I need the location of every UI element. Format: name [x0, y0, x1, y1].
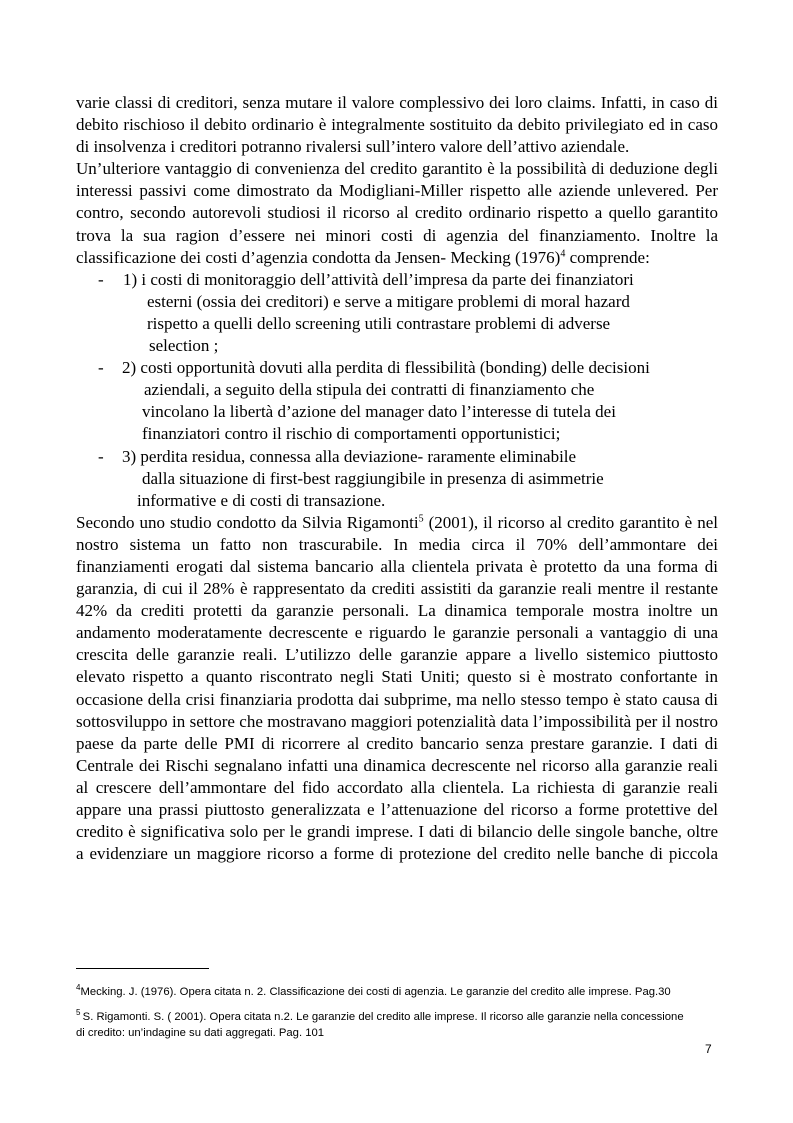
footnote-4-marker: 4: [76, 983, 81, 993]
list-item-2-line-2: aziendali, a seguito della stipula dei contratti di finanziamento che: [144, 380, 595, 400]
paragraph-3-lead: Secondo uno studio condotto da Silvia Rigamonti: [76, 512, 419, 532]
agency-costs-list: [76, 269, 718, 512]
list-item-2: [76, 357, 718, 445]
list-item-3-line-3: informative e di costi di transazione.: [137, 490, 386, 510]
list-dash: -: [98, 269, 104, 289]
list-item-3: [76, 446, 718, 512]
list-item-1-line-2: esterni (ossia dei creditori) e serve a mitigare problemi di moral hazard: [147, 291, 630, 311]
list-item-3-line-1: 3) perdita residua, connessa alla deviazione- raramente eliminabile: [122, 446, 577, 466]
paragraph-2-text: Un’ulteriore vantaggio di convenienza del credito garantito è la possibilità di deduzione degli interessi passivi come dimostrato da Modigliani-Miller rispetto alle aziende unlevered. Per contro, secondo autorevoli studiosi il ricorso al credito ordinario rispetto a quello garantito trova la sua ragion d’essere nei minori costi di agenzia del finanziamento. Inoltre la classificazione dei costi d’agenzia condotta da Jensen- Mecking (1976): [76, 159, 718, 267]
list-item-1: [76, 269, 718, 357]
paragraph-2: [76, 158, 718, 268]
footnotes: [76, 984, 718, 1050]
list-item-3-line-2: dalla situazione di first-best raggiungibile in presenza di asimmetrie: [142, 468, 604, 488]
footnote-ref-5: 5: [418, 513, 424, 525]
page-number: 7: [705, 1042, 712, 1056]
paragraph-3-text: (2001), il ricorso al credito garantito è nel nostro sistema un fatto non trascurabile. In media circa il 70% dell’ammontare dei finanziamenti erogati dal sistema bancario alla clientela privata è protetto da una forma di garanzia, di cui il 28% è rappresentato da crediti assistiti da garanzie reali mentre il restante 42% da crediti protetti da garanzie personali. La dinamica temporale mostra inoltre un andamento moderatamente decrescente e riguardo le garanzie personali a vantaggio di una crescita delle garanzie reali. L’utilizzo delle garanzie appare a livello sistemico piuttosto elevato rispetto a quanto riscontrato negli Stati Uniti; questo si è mostrato confortante in occasione della crisi finanziaria prodotta dai subprime, ma nello stesso tempo è stato causa di sottosviluppo in settore che mostravano maggiori potenzialità data l’impossibilità per il nostro paese da parte delle PMI di ricorrere al credito bancario senza prestare garanzie. I dati di Centrale dei Rischi segnalano infatti una dinamica decrescente nel ricorso alla garanzie reali al crescere dell’ammontare del fido accordato alla clientela. La richiesta di garanzie reali appare una prassi piuttosto generalizzata e l’attenuazione del ricorso a forme protettive del credito è significativa solo per le grandi imprese. I dati di bilancio delle singole banche, oltre a evidenziare un maggiore ricorso a forme di protezione del credito nelle banche di piccola: [76, 512, 718, 864]
footnote-4: [76, 984, 718, 1000]
list-item-2-line-3: vincolano la libertà d’azione del manager dato l’interesse di tutela dei: [142, 402, 616, 422]
list-item-1-line-4: selection ;: [149, 336, 219, 356]
footnote-5-text-line-1: S. Rigamonti. S. ( 2001). Opera citata n.2. Le garanzie del credito alle imprese. Il ricorso alle garanzie nella concessione: [82, 1011, 684, 1023]
list-item-2-line-4: finanziatori contro il rischio di comportamenti opportunistici;: [142, 424, 561, 444]
list-dash: -: [98, 446, 104, 466]
list-item-2-line-1: 2) costi opportunità dovuti alla perdita di flessibilità (bonding) delle decisioni: [122, 358, 650, 378]
paragraph-1: varie classi di creditori, senza mutare il valore complessivo dei loro claims. Infatti, in caso di debito rischioso il debito ordinario è integralmente sostituito da debito privilegiato ed in caso di insolvenza i creditori potranno rivalersi sull’intero valore dell’attivo aziendale.: [76, 93, 718, 157]
body-text: [76, 92, 718, 865]
footnote-5-marker: 5: [76, 1008, 83, 1018]
list-item-1-line-3: rispetto a quelli dello screening utili contrastare problemi di adverse: [147, 313, 611, 333]
footnote-ref-4: 4: [560, 248, 566, 259]
footnote-5: [76, 1009, 718, 1041]
footnote-4-text: Mecking. J. (1976). Opera citata n. 2. Classificazione dei costi di agenzia. Le garanzie del credito alle imprese. Pag.30: [80, 986, 671, 998]
footnote-5-text-line-2: di credito: un’indagine su dati aggregati. Pag. 101: [76, 1027, 325, 1039]
list-item-1-line-1: 1) i costi di monitoraggio dell’attività dell’impresa da parte dei finanziatori: [123, 269, 634, 289]
list-dash: -: [98, 358, 104, 378]
footnote-separator: [76, 968, 209, 969]
paragraph-2-tail: comprende:: [565, 247, 650, 267]
paragraph-3: [76, 512, 718, 866]
